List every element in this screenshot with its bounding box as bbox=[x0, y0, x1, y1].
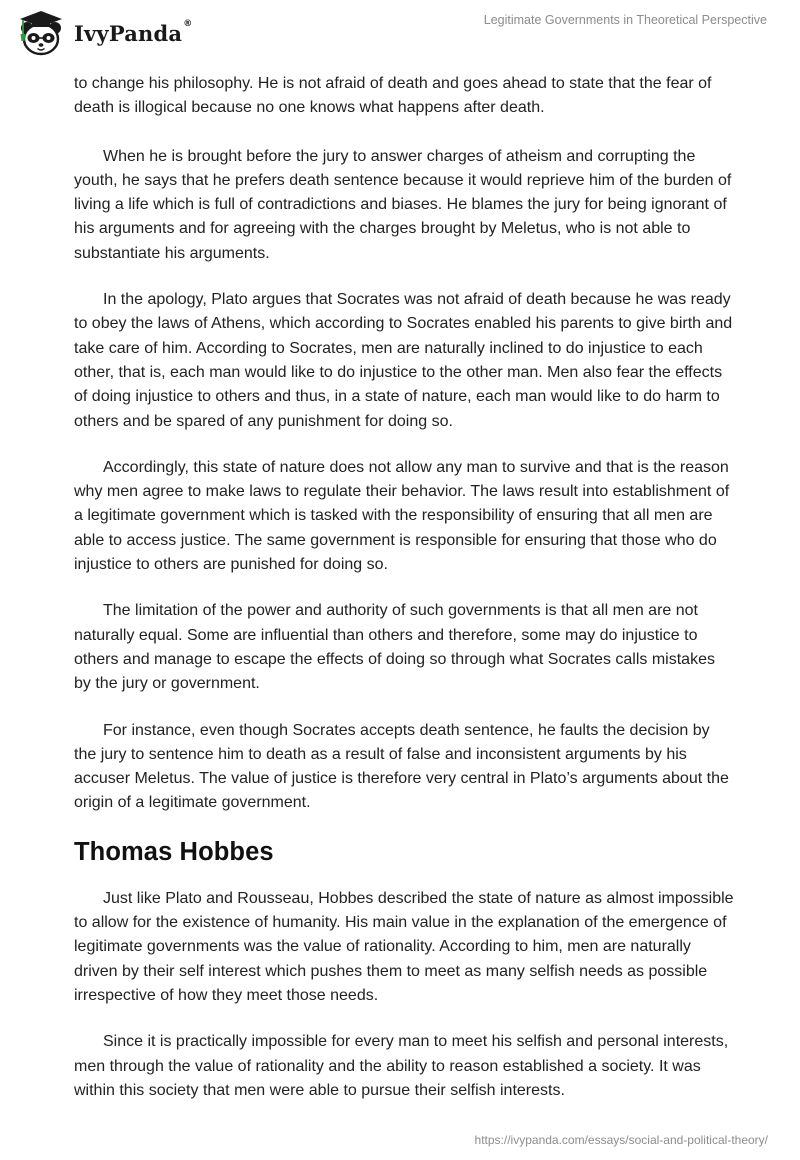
section-heading: Thomas Hobbes bbox=[74, 837, 274, 866]
ivypanda-logo[interactable] bbox=[14, 8, 192, 58]
source-url[interactable]: https://ivypanda.com/essays/social-and-political-theory/ bbox=[474, 1133, 768, 1147]
paragraph: to change his philosophy. He is not afraid of death and goes ahead to state that the fear of death is illogical because no one knows what happens after death. bbox=[74, 75, 712, 117]
brand-name: IvyPanda® bbox=[74, 18, 193, 46]
registered-mark: ® bbox=[183, 18, 193, 29]
essay-content bbox=[74, 72, 734, 1125]
paragraph: For instance, even though Socrates accepts death sentence, he faults the decision by the jury to sentence him to death as a result of false and inconsistent arguments by his accuser Meletus. The value of justice is therefore very central in Plato’s arguments about the origin of a legitimate government. bbox=[74, 721, 729, 812]
paragraph: Just like Plato and Rousseau, Hobbes described the state of nature as almost impossible to allow for the existence of humanity. His main value in the explanation of the emergence of legitimate governments was the value of rationality. According to him, men are naturally driven by their self interest which pushes them to meet as many selfish needs as possible irrespective of how they meet those needs. bbox=[74, 889, 734, 1004]
paragraph: In the apology, Plato argues that Socrates was not afraid of death because he was ready to obey the laws of Athens, which according to Socrates enabled his parents to give birth and take care of him. According to Socrates, men are naturally inclined to do injustice to each other, that is, each man would like to do injustice to the other man. Men also fear the effects of doing injustice to others and thus, in a state of nature, each man would like to do harm to others and be spared of any punishment for doing so. bbox=[74, 291, 733, 430]
paragraph: Accordingly, this state of nature does not allow any man to survive and that is the reason why men agree to make laws to regulate their behavior. The laws result into establishment of a legitimate government which is tasked with the responsibility of ensuring that all men are able to access justice. The same government is responsible for ensuring that those who do injustice to others are punished for doing so. bbox=[74, 458, 730, 574]
paragraph: The limitation of the power and authority of such governments is that all men are not naturally equal. Some are influential than others and therefore, some may do injustice to others and manage to escape the effects of doing so through what Socrates calls mistakes by the jury or government. bbox=[74, 602, 715, 693]
page-header bbox=[0, 0, 800, 64]
panda-graduate-icon bbox=[14, 8, 68, 58]
document-title: Legitimate Governments in Theoretical Perspective bbox=[483, 13, 767, 27]
paragraph: Since it is practically impossible for every man to meet his selfish and personal interests, men through the value of rationality and the ability to reason established a society. It was within this society that men were able to pursue their selfish interests. bbox=[74, 1033, 729, 1099]
paragraph: When he is brought before the jury to answer charges of atheism and corrupting the youth, he says that he prefers death sentence because it would reprieve him of the burden of living a life which is full of contradictions and biases. He blames the jury for being ignorant of his arguments and for agreeing with the charges brought by Meletus, who is not able to substantiate his arguments. bbox=[74, 147, 732, 262]
